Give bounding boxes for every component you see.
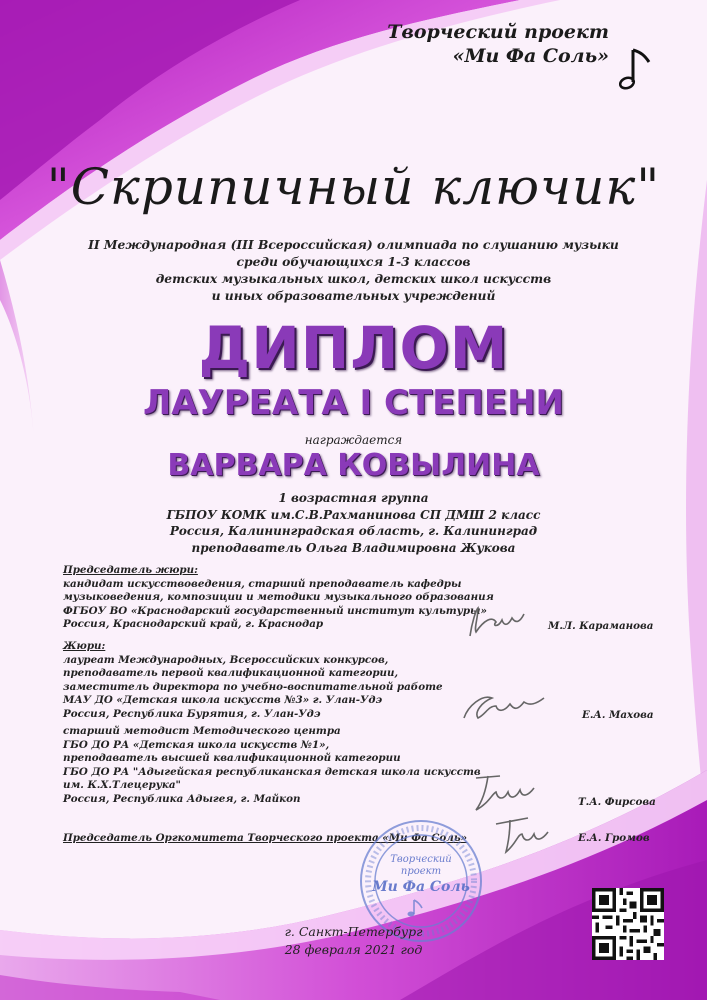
jury-chair-line: ФГБОУ ВО «Краснодарский государственный институт культуры»	[63, 604, 487, 617]
recipient-name: ВАРВАРА КОВЫЛИНА	[167, 448, 540, 483]
jury-member-line: преподаватель высшей квалификационной категории	[63, 752, 401, 764]
location: Россия, Калининградская область, г. Калининград	[169, 524, 538, 538]
project-title-line1: Творческий проект	[387, 21, 609, 43]
project-title	[387, 20, 609, 68]
org-committee-name: Е.А. Громов	[578, 832, 650, 844]
jury-chair-line: музыковедения, композиции и методики музыкального образования	[63, 591, 494, 603]
jury-member-block	[63, 640, 443, 721]
jury-member-line: Россия, Республика Бурятия, г. Улан-Удэ	[63, 707, 321, 720]
issue-place-date	[0, 923, 707, 959]
issue-city: г. Санкт-Петербург	[284, 924, 423, 939]
jury-member-line: ГБО ДО РА "Адыгейская республиканская детская школа искусств	[63, 765, 481, 778]
olympiad-line: детских музыкальных школ, детских школ искусств	[155, 271, 552, 286]
age-group: 1 возрастная группа	[278, 491, 429, 505]
signature-member2	[466, 770, 538, 816]
music-note-icon	[619, 44, 655, 94]
jury-member-line: лауреат Международных, Всероссийских конкурсов,	[63, 653, 389, 666]
jury-chair-line: кандидат искусствоведения, старший преподаватель кафедры	[63, 577, 462, 590]
jury-chair-line: Россия, Краснодарский край, г. Краснодар	[63, 618, 324, 630]
jury-member-name: Е.А. Махова	[582, 709, 654, 721]
awarded-label: награждается	[304, 433, 403, 447]
jury-member-line: им. К.Х.Тлецерука"	[63, 779, 181, 791]
jury-member-line: заместитель директора по учебно-воспитательной работе	[63, 680, 443, 693]
jury-member-line: старший методист Методического центра	[63, 725, 341, 737]
jury-member-block	[63, 725, 481, 806]
stamp-line: Творческий	[390, 854, 452, 865]
signature-org	[488, 812, 552, 858]
org-committee-heading: Председатель Оргкомитета Творческого проекта «Ми Фа Соль»	[63, 832, 468, 844]
jury-member-name: Т.А. Фирсова	[578, 796, 656, 808]
stamp-line: проект	[400, 866, 442, 877]
project-title-line2: «Ми Фа Соль»	[452, 45, 609, 67]
jury-member-line: ГБО ДО РА «Детская школа искусств №1»,	[63, 738, 330, 751]
jury-member-line: МАУ ДО «Детская школа искусств №3» г. Улан-Удэ	[63, 694, 383, 706]
olympiad-description	[0, 236, 707, 304]
olympiad-line: среди обучающихся 1-3 классов	[236, 254, 471, 269]
teacher: преподаватель Ольга Владимировна Жукова	[191, 540, 516, 555]
jury-chair-block	[63, 564, 494, 632]
stamp-text	[358, 854, 484, 896]
signature-member1	[458, 688, 550, 730]
olympiad-line: и иных образовательных учреждений	[211, 288, 496, 303]
jury-heading: Жюри:	[63, 640, 106, 652]
jury-member-line: преподаватель первой квалификационной категории,	[63, 667, 399, 679]
competition-title: "Скрипичный ключик"	[46, 158, 661, 216]
diploma-heading: ДИПЛОМ	[198, 314, 509, 382]
school-name: ГБПОУ КОМК им.С.В.Рахманинова СП ДМШ 2 класс	[166, 507, 541, 522]
degree-heading: ЛАУРЕАТА I СТЕПЕНИ	[142, 383, 564, 423]
jury-chair-name: М.Л. Караманова	[548, 620, 654, 632]
signature-chair	[462, 602, 532, 644]
stamp-line: Ми Фа Соль	[372, 879, 470, 895]
jury-member-line: Россия, Республика Адыгея, г. Майкоп	[63, 792, 301, 805]
jury-chair-heading: Председатель жюри:	[63, 564, 198, 576]
recipient-details	[0, 490, 707, 556]
issue-date: 28 февраля 2021 год	[284, 942, 423, 957]
olympiad-line: II Международная (III Всероссийская) олимпиада по слушанию музыки	[88, 237, 619, 252]
